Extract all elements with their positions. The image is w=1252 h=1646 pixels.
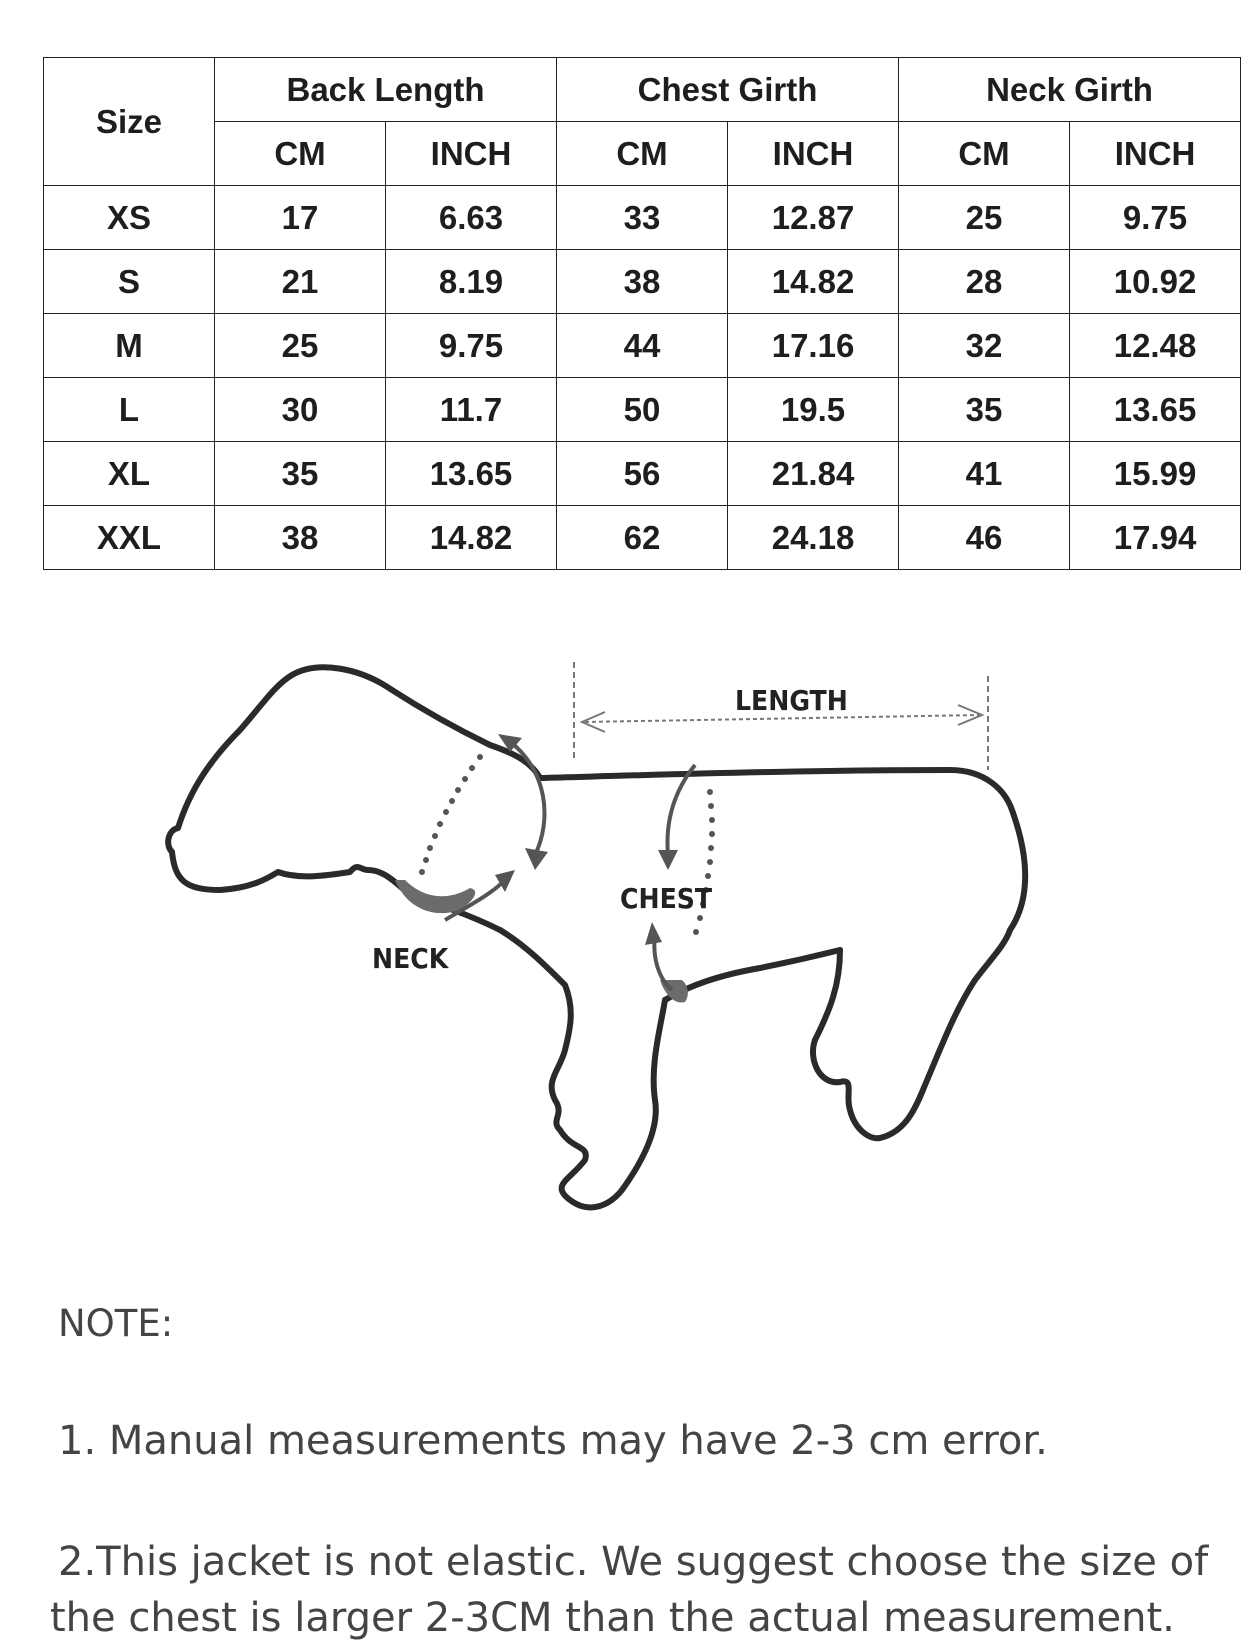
table-cell: 11.7 (386, 378, 557, 442)
dog-head-outline (168, 667, 540, 852)
chest-girth-header: Chest Girth (557, 58, 899, 122)
size-cell: M (44, 314, 215, 378)
table-cell: 17 (215, 186, 386, 250)
dog-belly-outline (665, 950, 840, 1000)
table-cell: 9.75 (386, 314, 557, 378)
size-cell: XXL (44, 506, 215, 570)
neck-girth-header: Neck Girth (899, 58, 1241, 122)
chest-label: CHEST (620, 882, 713, 915)
dog-back-outline (540, 770, 1025, 930)
table-cell: 12.87 (728, 186, 899, 250)
chest-arrows (654, 765, 695, 990)
chest-arrow-upper (667, 765, 695, 855)
table-cell: 28 (899, 250, 1070, 314)
table-cell: 46 (899, 506, 1070, 570)
chest-arrowhead-upper (658, 850, 678, 870)
neck-dotted-guide (419, 754, 483, 875)
table-cell: 41 (899, 442, 1070, 506)
table-cell: 6.63 (386, 186, 557, 250)
dog-outline (168, 667, 1025, 1207)
table-cell: 38 (215, 506, 386, 570)
table-cell: 38 (557, 250, 728, 314)
note-item-1: 1. Manual measurements may have 2-3 cm error. (58, 1418, 1048, 1464)
table-cell: 35 (215, 442, 386, 506)
table-cell: 24.18 (728, 506, 899, 570)
chest-arrowhead-lower (645, 922, 662, 945)
note-item-2: 2.This jacket is not elastic. We suggest choose the size of the chest is larger 2-3CM than the actual measurement. (50, 1539, 1209, 1641)
table-cell: 13.65 (1070, 378, 1241, 442)
dog-front-leg-outline (500, 930, 665, 1207)
table-cell: 50 (557, 378, 728, 442)
table-cell: 35 (899, 378, 1070, 442)
table-cell: 44 (557, 314, 728, 378)
note-title: NOTE: (58, 1302, 174, 1345)
table-cell: 62 (557, 506, 728, 570)
unit-header: INCH (386, 122, 557, 186)
table-cell: 10.92 (1070, 250, 1241, 314)
table-cell: 8.19 (386, 250, 557, 314)
table-cell: 25 (899, 186, 1070, 250)
dog-hind-leg-outline (813, 930, 1010, 1138)
size-header: Size (44, 58, 215, 186)
table-cell: 9.75 (1070, 186, 1241, 250)
table-cell: 21.84 (728, 442, 899, 506)
size-cell: L (44, 378, 215, 442)
back-length-header: Back Length (215, 58, 557, 122)
table-cell: 12.48 (1070, 314, 1241, 378)
table-cell: 13.65 (386, 442, 557, 506)
unit-header: CM (557, 122, 728, 186)
table-cell: 19.5 (728, 378, 899, 442)
table-cell: 32 (899, 314, 1070, 378)
table-cell: 21 (215, 250, 386, 314)
table-cell: 14.82 (386, 506, 557, 570)
table-cell: 25 (215, 314, 386, 378)
size-cell: XL (44, 442, 215, 506)
unit-header: CM (215, 122, 386, 186)
size-cell: S (44, 250, 215, 314)
table-cell: 14.82 (728, 250, 899, 314)
table-cell: 17.16 (728, 314, 899, 378)
size-cell: XS (44, 186, 215, 250)
table-cell: 56 (557, 442, 728, 506)
unit-header: INCH (728, 122, 899, 186)
table-cell: 30 (215, 378, 386, 442)
neck-label: NECK (372, 942, 449, 975)
length-label: LENGTH (735, 684, 848, 717)
table-cell: 15.99 (1070, 442, 1241, 506)
unit-header: INCH (1070, 122, 1241, 186)
unit-header: CM (899, 122, 1070, 186)
table-cell: 17.94 (1070, 506, 1241, 570)
neck-arrowhead-upper (525, 848, 548, 870)
table-cell: 33 (557, 186, 728, 250)
